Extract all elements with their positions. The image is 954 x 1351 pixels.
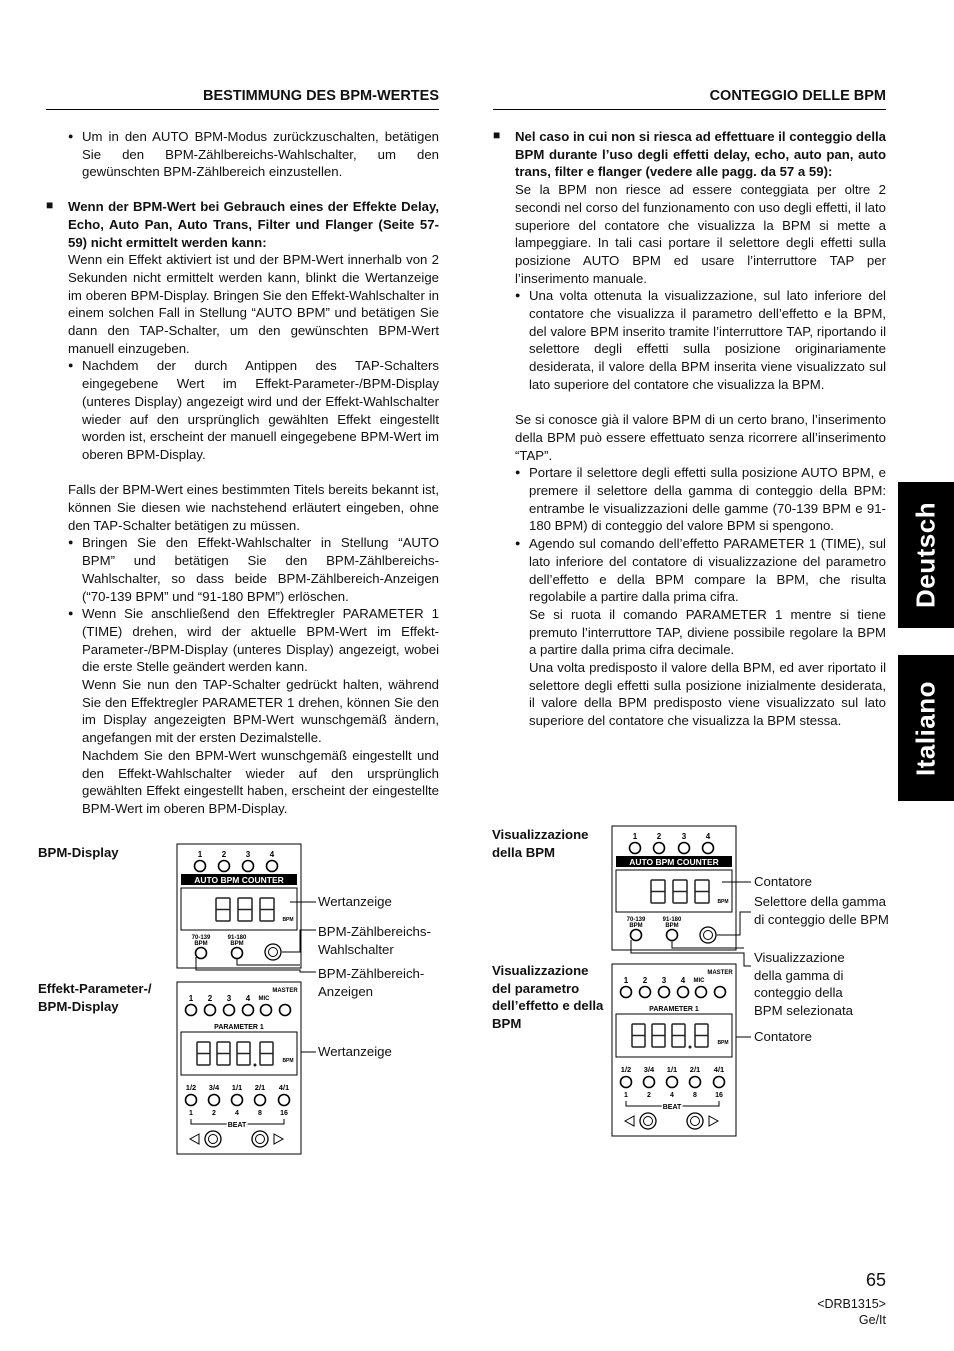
num-1: 1	[197, 850, 203, 859]
callout-wertanzeige-1: Wertanzeige	[318, 894, 392, 909]
callout-selettore: Selettore della gamma di conteggio delle BPM	[754, 894, 889, 927]
svg-text:BPM: BPM	[717, 1040, 729, 1046]
svg-text:2: 2	[212, 1110, 216, 1117]
range-70-bpm: BPM	[194, 941, 208, 947]
paragraph-lampeggiare: Se la BPM non riesce ad essere conteggiata per oltre 2 secondi nel corso del funzionamento con uso degli effetti, il lato superiore del contatore che visualizza la BPM si mette a lampeggiare. In tali casi portare il selettore degli effetti sulla posizione AUTO BPM ed usare l’interruttore TAP per l’inserimento manuale.	[515, 182, 886, 286]
heading-bpm-not-detected: ■ Wenn der BPM-Wert bei Gebrauch eines der Effekte Delay, Echo, Auto Pan, Auto Trans, Filter und Flanger (Seite 57-59) nicht ermittelt werden kann:	[46, 198, 439, 251]
svg-text:BPM: BPM	[282, 1058, 294, 1064]
svg-text:2: 2	[207, 994, 213, 1003]
bullet-parameter-1: ● Wenn Sie anschließend den Effektregler PARAMETER 1 (TIME) drehen, wird der aktuelle BPM-Wert im Effekt-Parameter-/BPM-Display (unteres Display) angezeigt, wobei die erste Stelle geändert werden kann.	[68, 605, 439, 676]
svg-text:1: 1	[624, 1092, 628, 1099]
bullet-visualizzazione: ● Una volta ottenuta la visualizzazione, sul lato inferiore del contatore che visualizza il parametro dell’effetto e la BPM, del valore BPM inserito tramite l’interruttore TAP, riportando il selettore degli effetti sulla posizione originariamente desiderata, il valore della BPM inserita viene visualizzato sul lato superiore del contatore che visualizza la BPM.	[515, 287, 886, 393]
mic-label: MIC	[258, 996, 270, 1002]
svg-text:4/1: 4/1	[278, 1083, 290, 1092]
range-91-bpm: BPM	[230, 941, 244, 947]
tab-italiano: Italiano	[898, 655, 954, 801]
svg-text:PARAMETER 1: PARAMETER 1	[649, 1006, 699, 1013]
paragraph-blink: Wenn ein Effekt aktiviert ist und der BPM-Wert innerhalb von 2 Sekunden nicht ermittelt werden kann, blinkt die Wertanzeige im oberen BPM-Display. Bringen Sie den Effekt-Wahlschalter in einem solchen Fall in Stellung “AUTO BPM” und betätigen Sie dann den TAP-Schalter, um den gewünschten BPM-Wert manuell einzugeben.	[68, 252, 439, 356]
svg-text:91-180: 91-180	[662, 917, 682, 923]
callout-gamma: Visualizzazione della gamma di conteggio della BPM selezionata	[754, 950, 853, 1019]
auto-bpm-counter-label: AUTO BPM COUNTER	[194, 875, 284, 885]
svg-text:AUTO BPM COUNTER: AUTO BPM COUNTER	[629, 857, 719, 867]
svg-text:1: 1	[189, 1110, 193, 1117]
bpm-unit: BPM	[282, 917, 294, 923]
svg-text:16: 16	[280, 1110, 288, 1117]
svg-text:1: 1	[623, 976, 629, 985]
beat-label: BEAT	[227, 1122, 247, 1129]
callout-contatore-2: Contatore	[754, 1029, 812, 1044]
svg-text:1: 1	[632, 832, 638, 841]
svg-text:8: 8	[693, 1092, 697, 1099]
svg-text:4: 4	[235, 1110, 239, 1117]
bullet-auto-bpm: ● Um in den AUTO BPM-Modus zurückzuschalten, betätigen Sie den BPM-Zählbereichs-Wahlschalter, um den gewünschten BPM-Zählbereich einzustellen.	[68, 128, 439, 181]
svg-text:2/1: 2/1	[689, 1065, 701, 1074]
svg-text:BPM: BPM	[629, 923, 643, 929]
svg-text:1/1: 1/1	[666, 1065, 678, 1074]
figure-label-bpm-display-it: Visualizzazione della BPM	[492, 827, 589, 860]
svg-text:2: 2	[656, 832, 662, 841]
svg-text:2: 2	[647, 1092, 651, 1099]
paragraph-tap-hold: Wenn Sie nun den TAP-Schalter gedrückt halten, während Sie den Effektregler PARAMETER 1 drehen, können Sie den im Display angezeigten BPM-Wert wunschgemäß ändern, angefangen mit der ersten Dezimalstelle.	[82, 677, 439, 746]
master-label: MASTER	[272, 988, 298, 994]
bullet-auto-bpm-it: ● Portare il selettore degli effetti sulla posizione AUTO BPM, e premere il selettore della gamma di conteggio della BPM: entrambe le visualizzazioni delle gamme (70-139 BPM e 91-180 BPM) di conteggio del valore BPM si spengono.	[515, 464, 886, 535]
svg-text:BPM: BPM	[665, 923, 679, 929]
svg-text:2/1: 2/1	[254, 1083, 266, 1092]
svg-text:3: 3	[661, 976, 667, 985]
svg-text:MASTER: MASTER	[707, 970, 733, 976]
svg-text:3/4: 3/4	[643, 1065, 655, 1074]
heading-bpm-not-counted: ■ Nel caso in cui non si riesca ad effettuare il conteggio della BPM durante l’uso degli effetti delay, echo, auto pan, auto trans, filter e flanger (vedere alle pagg. da 57 a 59):	[493, 128, 886, 181]
callout-contatore-1: Contatore	[754, 874, 812, 889]
num-4: 4	[269, 850, 275, 859]
parameter-1-label: PARAMETER 1	[214, 1024, 264, 1031]
paragraph-known-bpm-it: Se si conosce già il valore BPM di un certo brano, l’inserimento della BPM può essere effettuato senza ricorrere all’inserimento “TAP”.	[515, 412, 886, 463]
tab-deutsch: Deutsch	[898, 482, 954, 628]
bullet-parameter-1-it: ● Agendo sul comando dell’effetto PARAMETER 1 (TIME), sul lato inferiore del contatore di visualizzazione del parametro dell’effetto e della BPM compare la BPM, che risulta regolabile a partire dalla prima cifra.	[515, 535, 886, 606]
svg-text:MIC: MIC	[693, 978, 705, 984]
figure-label-effect-display-it: Visualizzazione del parametro dell’effetto e della BPM	[492, 963, 604, 1032]
paragraph-known-bpm: Falls der BPM-Wert eines bestimmten Titels bereits bekannt ist, können Sie diesen wie nachstehend erläutert eingeben, ohne den TAP-Schalter betätigen zu müssen.	[68, 482, 439, 533]
svg-text:3/4: 3/4	[208, 1083, 220, 1092]
figure-label-bpm-display: BPM-Display	[38, 845, 119, 860]
callout-range-selector: BPM-Zählbereichs- Wahlschalter	[318, 924, 431, 957]
callout-range-indicators: BPM-Zählbereich- Anzeigen	[318, 966, 425, 999]
svg-text:4: 4	[680, 976, 686, 985]
svg-text:3: 3	[226, 994, 232, 1003]
page-number: 65	[865, 1270, 886, 1290]
range-70: 70-139	[191, 935, 211, 941]
svg-text:4: 4	[705, 832, 711, 841]
svg-text:1/2: 1/2	[185, 1083, 197, 1092]
bullet-auto-bpm-range: ● Bringen Sie den Effekt-Wahlschalter in Stellung “AUTO BPM” und betätigen Sie den BPM-Zählbereichs-Wahlschalter, so dass beide BPM-Zählbereich-Anzeigen (“70-139 BPM” und “91-180 BPM”) erlöschen.	[68, 534, 439, 605]
bullet-tap-value: ● Nachdem der durch Antippen des TAP-Schalters eingegebene Wert im Effekt-Parameter-/BPM-Display (unteres Display) angezeigt wird und der Effekt-Wahlschalter wieder auf den ursprünglich gewählten Effekt eingestellt worden ist, erscheint der manuell eingegebene BPM-Wert im oberen BPM-Display.	[68, 357, 439, 463]
figure-label-effect-display: Effekt-Parameter-/ BPM-Display	[38, 981, 152, 1014]
svg-text:70-139: 70-139	[626, 917, 646, 923]
paragraph-predisposto: Una volta predisposto il valore della BPM, ed aver riportato il selettore degli effetti sulla posizione inizialmente desiderata, il valore della BPM predisposto viene visualizzato sul lato superiore del contatore che visualizza la BPM stessa.	[529, 660, 886, 729]
callout-wertanzeige-2: Wertanzeige	[318, 1044, 392, 1059]
svg-text:1/2: 1/2	[620, 1065, 632, 1074]
svg-text:1/1: 1/1	[231, 1083, 243, 1092]
svg-text:BEAT: BEAT	[662, 1104, 682, 1111]
paragraph-tap-it: Se si ruota il comando PARAMETER 1 mentre si tiene premuto l’interruttore TAP, diviene possibile regolare la BPM a partire dalla prima cifra decimale.	[529, 606, 886, 658]
section-title-german: BESTIMMUNG DES BPM-WERTES	[46, 88, 439, 110]
svg-text:3: 3	[681, 832, 687, 841]
svg-text:2: 2	[642, 976, 648, 985]
range-91: 91-180	[227, 935, 247, 941]
document-code: <DRB1315> Ge/It	[817, 1297, 886, 1327]
svg-text:4/1: 4/1	[713, 1065, 725, 1074]
svg-text:8: 8	[258, 1110, 262, 1117]
paragraph-bpm-set: Nachdem Sie den BPM-Wert wunschgemäß eingestellt und den Effekt-Wahlschalter wieder auf den ursprünglich gewählten Effekt eingestellt haben, erscheint der eingestellte BPM-Wert im oberen BPM-Display.	[82, 747, 439, 816]
svg-text:1: 1	[188, 994, 194, 1003]
section-title-italian: CONTEGGIO DELLE BPM	[493, 88, 886, 110]
svg-text:4: 4	[245, 994, 251, 1003]
num-2: 2	[221, 850, 227, 859]
svg-text:BPM: BPM	[717, 899, 729, 905]
num-3: 3	[245, 850, 251, 859]
svg-text:16: 16	[715, 1092, 723, 1099]
svg-text:4: 4	[670, 1092, 674, 1099]
